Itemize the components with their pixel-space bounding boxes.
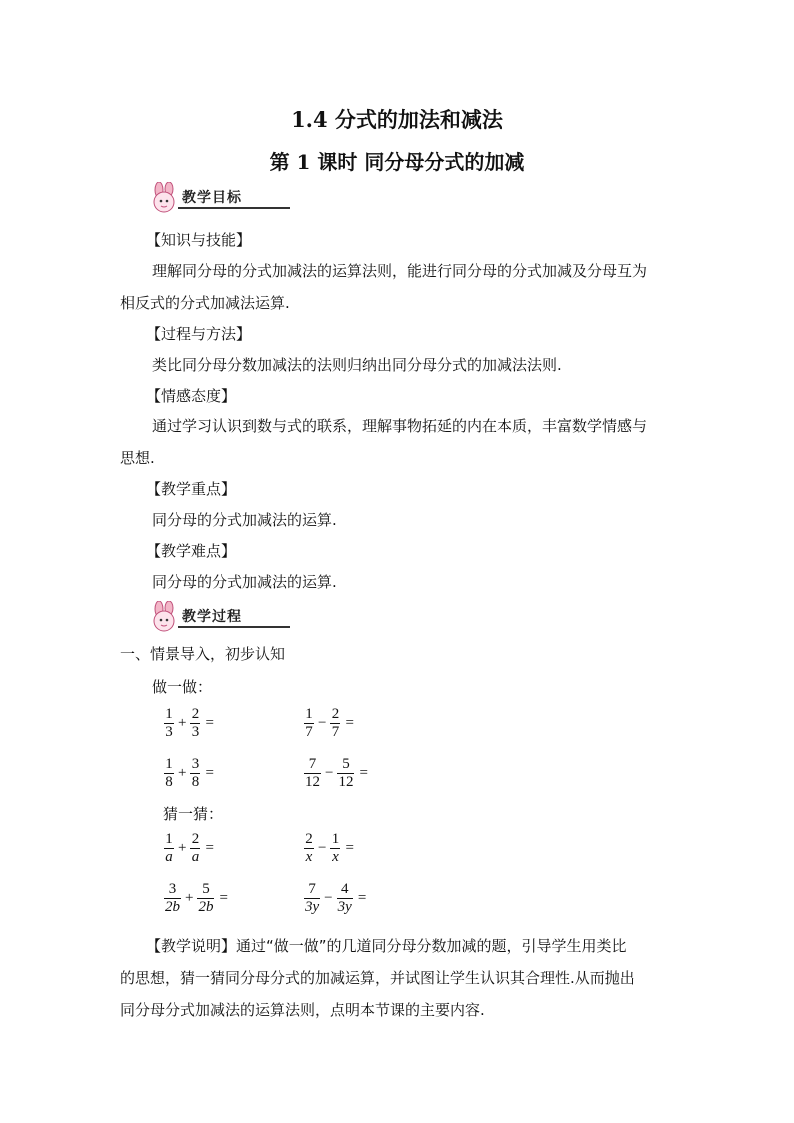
equals-sign: = bbox=[205, 840, 214, 856]
expression bbox=[303, 881, 366, 916]
badge-label: 教学过程 bbox=[182, 609, 242, 625]
equals-sign: = bbox=[345, 840, 354, 856]
operator: + bbox=[185, 890, 194, 906]
equals-sign: = bbox=[205, 715, 214, 731]
equals-sign: = bbox=[345, 715, 354, 731]
fraction: $\frac{2}{x}$ bbox=[305, 831, 313, 865]
expression bbox=[303, 756, 368, 791]
fraction: $\frac{7}{3y}$ bbox=[305, 881, 320, 915]
fraction: $\frac{3}{8}$ bbox=[191, 756, 200, 790]
knowledge-heading: 【知识与技能】 bbox=[146, 231, 252, 249]
expression bbox=[303, 831, 354, 866]
bunny-mascot-icon bbox=[148, 601, 182, 633]
expression bbox=[163, 881, 228, 916]
teaching-note-line3: 同分母分式加减法的运算法则，点明本节课的主要内容. bbox=[120, 1001, 485, 1019]
emotion-text-line2: 思想. bbox=[120, 449, 155, 467]
emotion-text-line1: 通过学习认识到数与式的联系，理解事物拓延的内在本质，丰富数学情感与 bbox=[152, 417, 648, 435]
process-heading: 【过程与方法】 bbox=[146, 325, 252, 343]
difficult-heading: 【教学难点】 bbox=[146, 542, 237, 560]
fraction: $\frac{1}{3}$ bbox=[165, 706, 173, 740]
knowledge-text-line1: 理解同分母的分式加减法的运算法则，能进行同分母的分式加减及分母互为 bbox=[152, 262, 648, 280]
fraction: $\frac{2}{7}$ bbox=[331, 706, 340, 740]
operator: − bbox=[318, 840, 327, 856]
key-text: 同分母的分式加减法的运算. bbox=[152, 511, 337, 529]
process-text: 类比同分母分数加减法的法则归纳出同分母分式的加减法法则. bbox=[152, 356, 562, 374]
difficult-text: 同分母的分式加减法的运算. bbox=[152, 573, 337, 591]
fraction: $\frac{1}{7}$ bbox=[305, 706, 313, 740]
fraction: $\frac{2}{a}$ bbox=[191, 831, 200, 865]
operator: + bbox=[178, 765, 187, 781]
guess-label: 猜一猜： bbox=[163, 805, 224, 823]
operator: + bbox=[178, 840, 187, 856]
operator: − bbox=[318, 715, 327, 731]
fraction: $\frac{1}{8}$ bbox=[165, 756, 173, 790]
teaching-note-line1: 【教学说明】通过“做一做”的几道同分母分数加减的题，引导学生用类比 bbox=[146, 937, 627, 955]
emotion-heading: 【情感态度】 bbox=[146, 387, 237, 405]
knowledge-text-line2: 相反式的分式加减法运算. bbox=[120, 294, 290, 312]
fraction: $\frac{1}{a}$ bbox=[165, 831, 173, 865]
fraction: $\frac{7}{12}$ bbox=[305, 756, 320, 790]
expression bbox=[163, 831, 214, 866]
fraction: $\frac{2}{3}$ bbox=[191, 706, 200, 740]
expression bbox=[303, 706, 354, 741]
do-label: 做一做： bbox=[152, 678, 213, 696]
expression bbox=[163, 756, 214, 791]
fraction: $\frac{3}{2b}$ bbox=[165, 881, 180, 915]
expression bbox=[163, 706, 214, 741]
section-badge-goals bbox=[148, 182, 288, 214]
bunny-mascot-icon bbox=[148, 182, 182, 214]
badge-underline bbox=[178, 207, 290, 209]
operator: + bbox=[178, 715, 187, 731]
intro-heading: 一、情景导入，初步认知 bbox=[120, 645, 286, 663]
operator: − bbox=[325, 765, 334, 781]
teaching-note-line2: 的思想，猜一猜同分母分式的加减运算，并试图让学生认识其合理性.从而抛出 bbox=[120, 969, 635, 987]
page-title: 1.4 分式的加法和减法 bbox=[291, 107, 503, 132]
operator: − bbox=[324, 890, 333, 906]
equals-sign: = bbox=[359, 765, 368, 781]
section-badge-process bbox=[148, 601, 288, 633]
key-heading: 【教学重点】 bbox=[146, 480, 237, 498]
badge-underline bbox=[178, 626, 290, 628]
fraction: $\frac{5}{12}$ bbox=[338, 756, 354, 790]
equals-sign: = bbox=[219, 890, 228, 906]
equals-sign: = bbox=[357, 890, 367, 906]
fraction: $\frac{4}{3y}$ bbox=[337, 881, 352, 915]
fraction: $\frac{5}{2b}$ bbox=[198, 881, 214, 915]
lesson-subtitle: 第 1 课时 同分母分式的加减 bbox=[269, 150, 525, 174]
badge-label: 教学目标 bbox=[182, 190, 242, 206]
fraction: $\frac{1}{x}$ bbox=[331, 831, 340, 865]
equals-sign: = bbox=[205, 765, 214, 781]
